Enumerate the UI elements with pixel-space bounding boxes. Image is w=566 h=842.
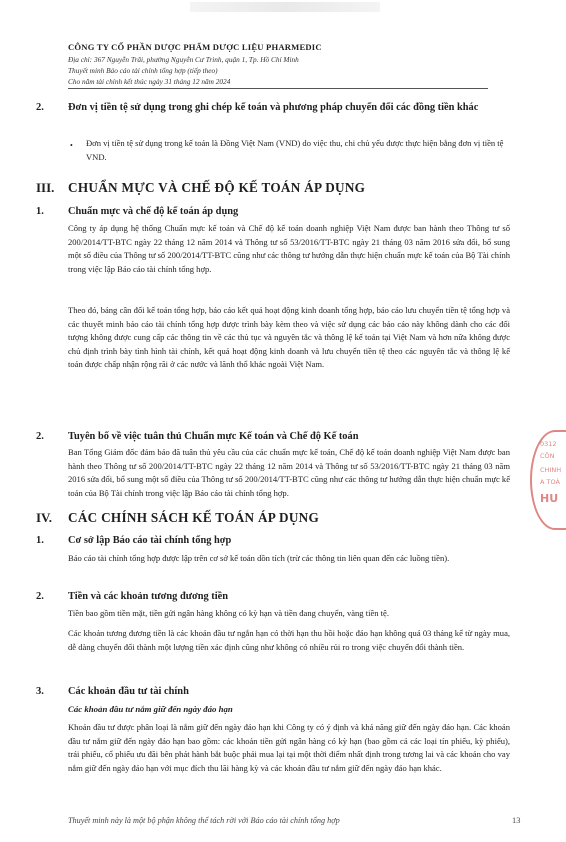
section-heading: Cơ sở lập Báo cáo tài chính tổng hợp	[68, 535, 232, 546]
paragraph: Công ty áp dụng hệ thống Chuẩn mực kế toán và Chế độ kế toán doanh nghiệp Việt Nam được ban hành theo Thông tư số 200/2014/TT-BTC ngày 22 tháng 12 năm 2014 và Thông tư số 53/2016/TT-BTC ngày 21 tháng 03 năm 2016 sửa đổi, bổ sung một số điều của Thông tư số 200/2014/TT-BTC cũng như các thông tư hướng dẫn thực hiện chuẩn mực kế toán của Bộ Tài chính trong việc lập Báo cáo tài chính tổng hợp.	[68, 223, 510, 274]
seal-text: CHINH	[540, 466, 562, 474]
chapter-heading: CHUẨN MỰC VÀ CHẾ ĐỘ KẾ TOÁN ÁP DỤNG	[68, 180, 366, 195]
paragraph: Ban Tổng Giám đốc đảm bảo đã tuân thủ yêu cầu của các chuẩn mực kế toán, Chế độ kế toán doanh nghiệp Việt Nam được ban hành theo Thông tư số 200/2014/TT-BTC ngày 22 tháng 12 năm 2014 và Thông tư số 53/2016/TT-BTC ngày 21 tháng 03 năm 2016 sửa đổi, bổ sung một số điều của Thông tư số 200/2014/TT-BTC cũng như các thông tư hướng dẫn thực hiện chuẩn mực kế toán của Bộ Tài chính trong việc lập Báo cáo tài chính tổng hợp.	[68, 447, 510, 498]
seal-text: A TOÀ	[540, 478, 560, 486]
chapter-number: III.	[36, 180, 55, 195]
section-heading: Đơn vị tiền tệ sử dụng trong ghi chép kế toán và phương pháp chuyển đổi các đồng tiền khác	[68, 102, 479, 113]
document-title: Thuyết minh Báo cáo tài chính tổng hợp (tiếp theo)	[68, 66, 218, 75]
paragraph: Các khoản tương đương tiền là các khoản đầu tư ngắn hạn có thời hạn thu hồi hoặc đáo hạn không quá 03 tháng kể từ ngày mua, dễ dàng chuyển đổi thành một lượng tiền xác định cũng như không có nhiều rủi ro trong việc chuyển đổi thành tiền.	[68, 628, 510, 652]
chapter-heading: CÁC CHÍNH SÁCH KẾ TOÁN ÁP DỤNG	[68, 510, 320, 525]
paragraph: Khoản đầu tư được phân loại là nắm giữ đến ngày đáo hạn khi Công ty có ý định và khả năng giữ đến ngày đáo hạn. Các khoản đầu tư nắm giữ đến ngày đáo hạn bao gồm: các khoản tiền gửi ngân hàng có kỳ hạn (bao gồm cả các loại tín phiếu, kỳ phiếu), trái phiếu, cổ phiếu ưu đãi bên phát hành bắt buộc phải mua lại tại một thời điểm nhất định trong tương lai và các khoản cho vay nắm giữ đến ngày đáo hạn với mục đích thu lãi hàng kỳ và các khoản đầu tư nắm giữ đến ngày đáo hạn khác.	[68, 722, 510, 773]
footer-note: Thuyết minh này là một bộ phận không thể tách rời với Báo cáo tài chính tổng hợp	[68, 816, 340, 825]
section-heading: Tuyên bố về việc tuân thủ Chuẩn mực Kế toán và Chế độ Kế toán	[68, 431, 359, 442]
page-number: 13	[512, 816, 521, 825]
bullet-icon: •	[70, 141, 73, 150]
section-heading: Tiền và các khoản tương đương tiền	[68, 591, 229, 602]
section-heading: Các khoản đầu tư tài chính	[68, 686, 189, 697]
fiscal-period: Cho năm tài chính kết thúc ngày 31 tháng 12 năm 2024	[68, 77, 231, 86]
section-number: 1.	[36, 206, 44, 217]
section-number: 2.	[36, 102, 44, 113]
section-number: 2.	[36, 431, 44, 442]
chapter-number: IV.	[36, 510, 53, 525]
bullet-paragraph: Đơn vị tiền tệ sử dụng trong kế toán là Đồng Việt Nam (VND) do việc thu, chi chủ yếu được thực hiện bằng đơn vị tiền tệ VND.	[86, 138, 504, 162]
company-seal	[530, 430, 566, 530]
seal-text: 0312	[540, 440, 557, 448]
section-heading: Chuẩn mực và chế độ kế toán áp dụng	[68, 206, 239, 217]
top-scan-mark	[190, 2, 380, 12]
company-name: CÔNG TY CỔ PHẦN DƯỢC PHẨM DƯỢC LIỆU PHARMEDIC	[68, 42, 322, 52]
seal-text: CÔN	[540, 452, 555, 460]
seal-text: HU	[540, 492, 559, 505]
company-address: Địa chỉ: 367 Nguyễn Trãi, phường Nguyễn Cư Trinh, quận 1, Tp. Hồ Chí Minh	[68, 55, 299, 64]
header-divider	[68, 88, 488, 89]
paragraph: Báo cáo tài chính tổng hợp được lập trên cơ sở kế toán dồn tích (trừ các thông tin liên quan đến các luồng tiền).	[68, 553, 450, 563]
section-number: 1.	[36, 535, 44, 546]
section-number: 2.	[36, 591, 44, 602]
subsection-heading: Các khoản đầu tư nắm giữ đến ngày đáo hạn	[68, 704, 233, 714]
paragraph: Tiền bao gồm tiền mặt, tiền gửi ngân hàng không có kỳ hạn và tiền đang chuyển, vàng tiền tệ.	[68, 608, 389, 618]
paragraph: Theo đó, bảng cân đối kế toán tổng hợp, báo cáo kết quả hoạt động kinh doanh tổng hợp, báo cáo lưu chuyển tiền tệ tổng hợp và các thuyết minh báo cáo tài chính tổng hợp được trình bày kèm theo và việc sử dụng các báo cáo này không dành cho các đối tượng không được cung cấp các thông tin về các thủ tục và nguyên tắc và thông lệ kế toán tại Việt Nam và hơn nữa không được chủ định trình bày tình hình tài chính, kết quả hoạt động kinh doanh và lưu chuyển tiền tệ theo các nguyên tắc và thông lệ kế toán được chấp nhận rộng rãi ở các nước và lãnh thổ khác ngoài Việt Nam.	[68, 305, 510, 370]
section-number: 3.	[36, 686, 44, 697]
